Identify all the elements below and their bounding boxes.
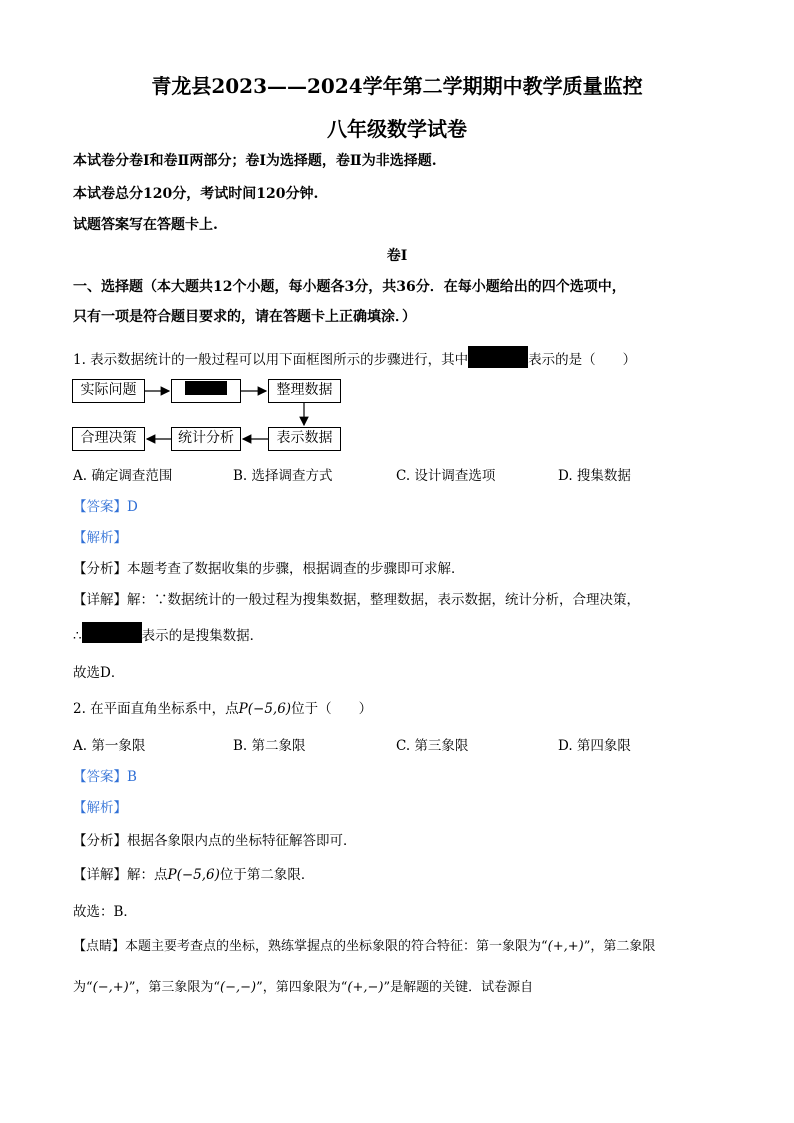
flow-box-analysis: 统计分析 xyxy=(171,427,241,451)
intro-line-1: 本试卷分卷Ⅰ和卷Ⅱ两部分；卷Ⅰ为选择题，卷Ⅱ为非选择题. xyxy=(73,153,437,169)
q2-option-d: D. 第四象限 xyxy=(558,738,631,754)
q2-option-c: C. 第三象限 xyxy=(396,738,469,754)
q1-option-c: C. 设计调查选项 xyxy=(396,468,496,484)
q1-analysis-label: 【解析】 xyxy=(73,530,127,546)
q1-stem-before: 1. 表示数据统计的一般过程可以用下面框图所示的步骤进行，其中 xyxy=(73,352,469,368)
q1-conclusion: 故选D． xyxy=(73,665,125,681)
intro-line-2: 本试卷总分120分，考试时间120分钟. xyxy=(73,186,319,202)
q1-option-d: D. 搜集数据 xyxy=(558,468,631,484)
flow-box-decision: 合理决策 xyxy=(72,427,145,451)
exam-title: 青龙县2023——2024学年第二学期期中教学质量监控 xyxy=(151,74,643,98)
flow-box-represent-data: 表示数据 xyxy=(268,427,341,451)
q1-option-a: A. 确定调查范围 xyxy=(73,468,173,484)
q2-conclusion: 故选：B． xyxy=(73,904,137,920)
q2-detail: 【详解】解：点P(−5,6)位于第二象限． xyxy=(73,867,315,883)
part-heading-line-1: 一、选择题（本大题共12个小题，每小题各3分，共36分．在每小题给出的四个选项中， xyxy=(73,279,626,295)
q2-option-a: A. 第一象限 xyxy=(73,738,146,754)
q2-fenxi: 【分析】根据各象限内点的坐标特征解答即可． xyxy=(73,833,357,849)
flow-box-actual-problem: 实际问题 xyxy=(72,379,145,403)
q2-stem: 2. 在平面直角坐标系中，点P(−5,6)位于（ ） xyxy=(73,701,373,717)
flow-box-organize-data: 整理数据 xyxy=(268,379,341,403)
q2-point: P(−5,6) xyxy=(238,701,292,717)
section-label: 卷Ⅰ xyxy=(386,248,408,264)
redacted-box xyxy=(82,622,142,643)
q2-note-line-1: 【点睛】本题主要考查点的坐标，熟练掌握点的坐标象限的符合特征：第一象限为“(+,+)”，第二象限 xyxy=(73,939,656,954)
exam-subtitle: 八年级数学试卷 xyxy=(327,117,467,141)
q2-note-line-2: 为“(−,+)”，第三象限为“(−,−)”，第四象限为“(+,−)”是解题的关键．试卷源自 xyxy=(73,980,534,995)
q1-option-b: B. 选择调查方式 xyxy=(233,468,333,484)
q1-stem-after: 表示的是（ ） xyxy=(528,352,637,368)
q2-analysis-label: 【解析】 xyxy=(73,800,127,816)
q2-answer: 【答案】B xyxy=(73,769,137,785)
q2-option-b: B. 第二象限 xyxy=(233,738,306,754)
q1-therefore: ∴ 表示的是搜集数据． xyxy=(73,624,263,644)
part-heading-line-2: 只有一项是符合题目要求的，请在答题卡上正确填涂．） xyxy=(73,309,416,325)
q1-answer: 【答案】D xyxy=(73,499,138,515)
intro-line-3: 试题答案写在答题卡上. xyxy=(73,217,218,233)
q1-fenxi: 【分析】本题考查了数据收集的步骤，根据调查的步骤即可求解． xyxy=(73,561,465,577)
q1-detail: 【详解】解：∵数据统计的一般过程为搜集数据，整理数据，表示数据，统计分析，合理决策， xyxy=(73,592,640,608)
